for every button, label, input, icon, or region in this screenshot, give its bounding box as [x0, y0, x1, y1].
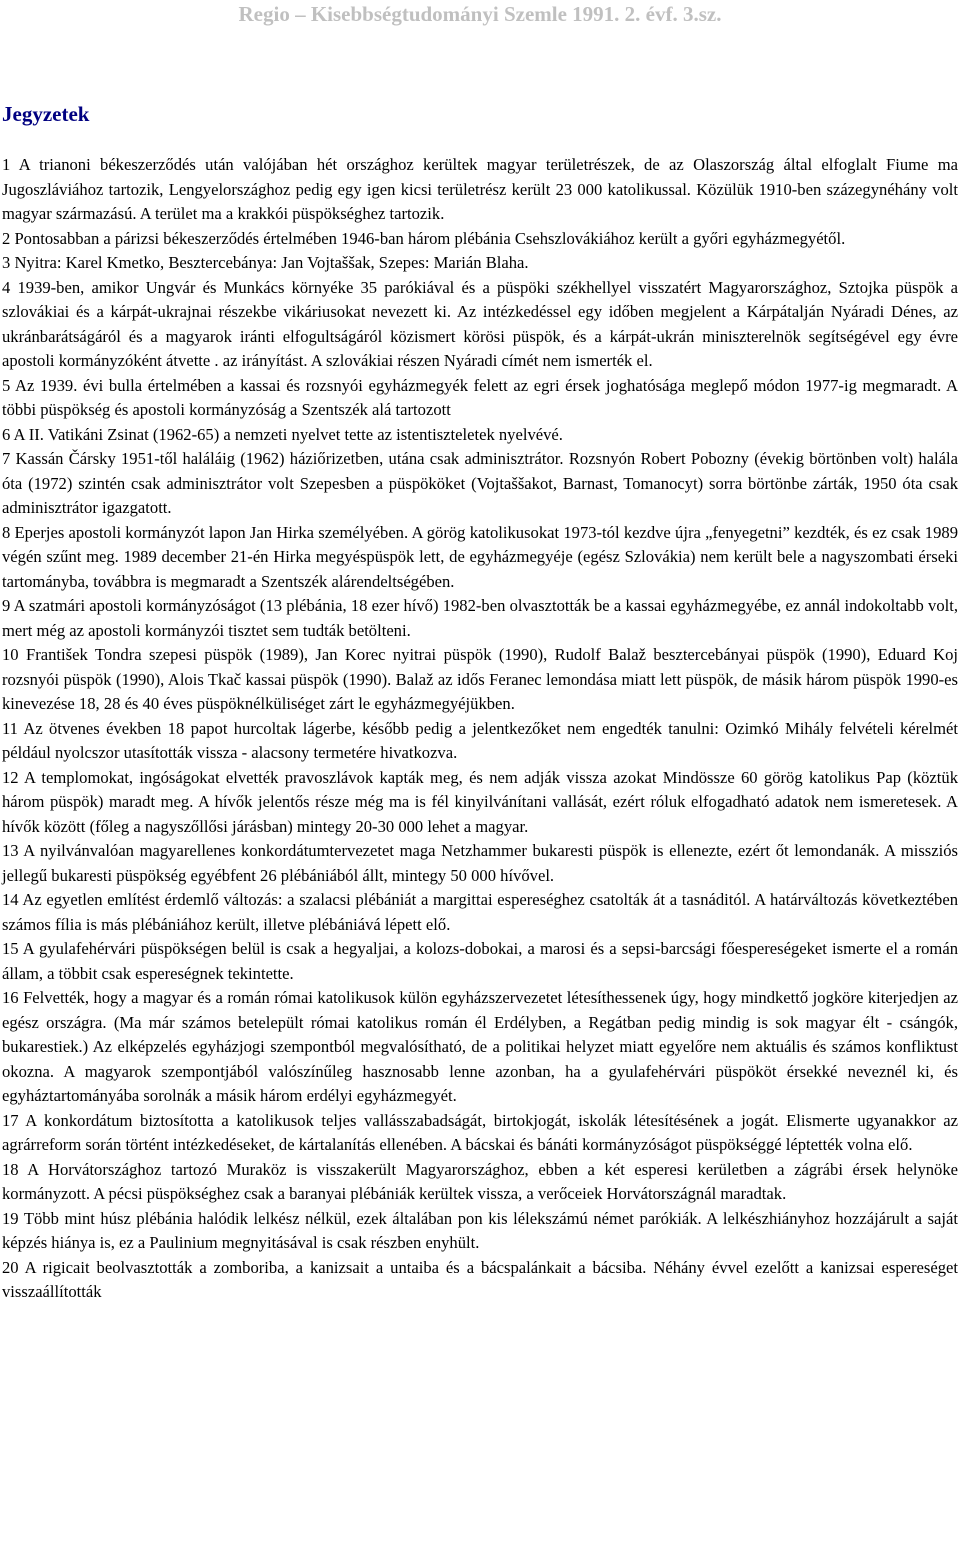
note-item: 10 František Tondra szepesi püspök (1989), Jan Korec nyitrai püspök (1990), Rudolf Balaž besztercebányai püspök (1990), Eduard Koj rozsnyói püspök (1990), Alois Tkač kassai püspök (1990). Balaž az idős Feranec lemondása miatt lett püspök, de másik három püspök 1990-es kinevezése 18, 28 és 40 éves püspöknélküliséget zárt le egyházmegyéjükben.: [2, 645, 958, 713]
note-item: 12 A templomokat, ingóságokat elvették pravoszlávok kapták meg, és nem adják vissza azokat Mindössze 60 görög katolikus Pap (köztük három püspök) maradt meg. A hívők jelentős része még ma is fél kinyilvánítani vallását, ezért róluk elfogadható adatok nem ismeretesek. A hívők között (főleg a nagyszőllősi járásban) mintegy 20-30 000 lehet a magyar.: [2, 767, 958, 836]
note-item: 14 Az egyetlen említést érdemlő változás: a szalacsi plébániát a margittai espereséghez csatolták át a tasnáditól. A határváltozás következtében számos fília is más plébániához került, illetve plébániává lépett elő.: [2, 890, 958, 934]
note-item: 4 1939-ben, amikor Ungvár és Munkács környéke 35 parókiával és a püspöki székhellyel visszatért Magyarországhoz, Sztojka püspök a szlovákiai és a kárpát-ukrajnai részekbe vikáriusokat nevezett ki. Az intézkedéssel egy időben megjelent a Kárpátalján Nyáradi Dénes, az ukránbarátságáról és a magyarok iránti elfogultságáról közismert körösi püspök, és a kárpát-ukrán miniszterelnök segítségével egy évre apostoli kormányzóként átvette . az irányítást. A szlovákiai részen Nyáradi címét nem ismerték el.: [2, 277, 958, 370]
note-item: 1 A trianoni békeszerződés után valójában hét országhoz kerültek magyar területrészek, de az Olaszország által elfoglalt Fiume ma Jugoszláviához tartozik, Lengyelországhoz pedig egy igen kicsi területrész került 23 000 katolikussal. Közülük 1910-ben százegynéhány volt magyar származású. A terület ma a krakkói püspökséghez tartozik.: [2, 155, 958, 223]
note-item: 16 Felvették, hogy a magyar és a román római katolikusok külön egyházszervezetet létesíthessenek úgy, hogy mindkettő jogköre kiterjedjen az egész országra. (Ma már számos betelepült római katolikus román él Erdélyben, a Regátban pedig mindig is sok magyar élt - csángók, bukarestiek.) Az elképzelés egyházjogi szempontból megvalósítható, de a politikai helyzet miatt egyelőre nem aktuális és számos konfliktust okozna. A magyarok szempontjából valószínűleg hasznosabb lenne azonban, ha a gyulafehérvári püspököt érsekké neveznél ki, és egyháztartományába sorolnák a másik három erdélyi egyházmegyét.: [2, 988, 958, 1105]
note-item: 7 Kassán Čársky 1951-től haláláig (1962) háziőrizetben, utána csak adminisztrátor. Rozsnyón Robert Pobozny (évekig börtönben volt) halála óta (1972) szintén csak adminisztrátor volt Szepesben a püspököket (Vojtaššakot, Barnast, Tomanocyt) sorra börtönbe zárták, 1950 óta csak adminisztrátor igazgatott.: [2, 449, 958, 517]
note-item: 18 A Horvátországhoz tartozó Muraköz is visszakerült Magyarországhoz, ebben a két esperesi kerületben a zágrábi érsek helynöke kormányzott. A pécsi püspökséghez csak a baranyai plébániák kerültek vissza, a verőceiek Horvátországnál maradtak.: [2, 1159, 958, 1203]
note-item: 13 A nyilvánvalóan magyarellenes konkordátumtervezetet maga Netzhammer bukaresti püspök is ellenezte, ezért őt lemondanák. A missziós jellegű bukaresti püspökség egyébfent 26 plébániából állt, mintegy 50 000 hívővel.: [2, 841, 958, 885]
note-item: 19 Több mint húsz plébánia halódik lelkész nélkül, ezek általában pon kis lélekszámú német parókiák. A lelkészhiányhoz hozzájárult a saját képzés hiánya is, ez a Paulinium megnyitásával is csak részben enyhült.: [2, 1208, 958, 1252]
note-item: 3 Nyitra: Karel Kmetko, Besztercebánya: Jan Vojtaššak, Szepes: Marián Blaha.: [2, 253, 529, 272]
note-item: 9 A szatmári apostoli kormányzóságot (13 plébánia, 18 ezer hívő) 1982-ben olvasztották be a kassai egyházmegyébe, ez annál indokoltabb volt, mert még az apostoli kormányzói tisztet sem tudták betölteni.: [2, 596, 958, 640]
note-item: 17 A konkordátum biztosította a katolikusok teljes vallásszabadságát, birtokjogát, iskolák létesítésének a jogát. Elismerte ugyanakkor az agrárreform során történt intézkedéseket, de kártalanítás ellenében. A bácskai és bánáti kormányzóságot püspökséggé léptették volna elő.: [2, 1110, 958, 1154]
note-item: 2 Pontosabban a párizsi békeszerződés értelmében 1946-ban három plébánia Csehszlovákiához került a győri egyházmegyétől.: [2, 228, 846, 248]
page-title: Jegyzetek: [2, 102, 90, 126]
note-item: 11 Az ötvenes években 18 papot hurcoltak lágerbe, később pedig a jelentkezőket nem engedték tanulni: Ozimkó Mihály felvételi kérelmét például nyolcszor utasították vissza - alacsony termetére hivatkozva.: [2, 718, 958, 762]
notes-list: [2, 153, 958, 1305]
note-item: 20 A rigicait beolvasztották a zomboriba, a kanizsait a untaiba és a bácspalánkait a bácsiba. Néhány évvel ezelőtt a kanizsai espereséget visszaállították: [2, 1257, 958, 1301]
note-item: 5 Az 1939. évi bulla értelmében a kassai és rozsnyói egyházmegyék felett az egri érsek joghatósága meglepő módon 1977-ig megmaradt. A többi püspökség és apostoli kormányzóság a Szentszék alá tartozott: [2, 375, 958, 419]
note-item: 15 A gyulafehérvári püspökségen belül is csak a hegyaljai, a kolozs-dobokai, a marosi és a sepsi-barcsági főespereségeket ismerte el a román állam, a többit csak espereségnek tekintette.: [2, 939, 958, 983]
page-header: Regio – Kisebbségtudományi Szemle 1991. 2. évf. 3.sz.: [238, 2, 722, 26]
note-item: 8 Eperjes apostoli kormányzót lapon Jan Hirka személyében. A görög katolikusokat 1973-tól kezdve újra „fenyegetni” kezdték, és ez csak 1989 végén szűnt meg. 1989 december 21-én Hirka megyéspüspök lett, de egyházmegyéje (egész Szlovákia) nem került bele a nagyszombati érseki tartományba, továbbra is megmaradt a Szentszék alárendeltségében.: [2, 522, 958, 591]
note-item: 6 A II. Vatikáni Zsinat (1962-65) a nemzeti nyelvet tette az istentiszteletek nyelvévé.: [2, 424, 563, 444]
